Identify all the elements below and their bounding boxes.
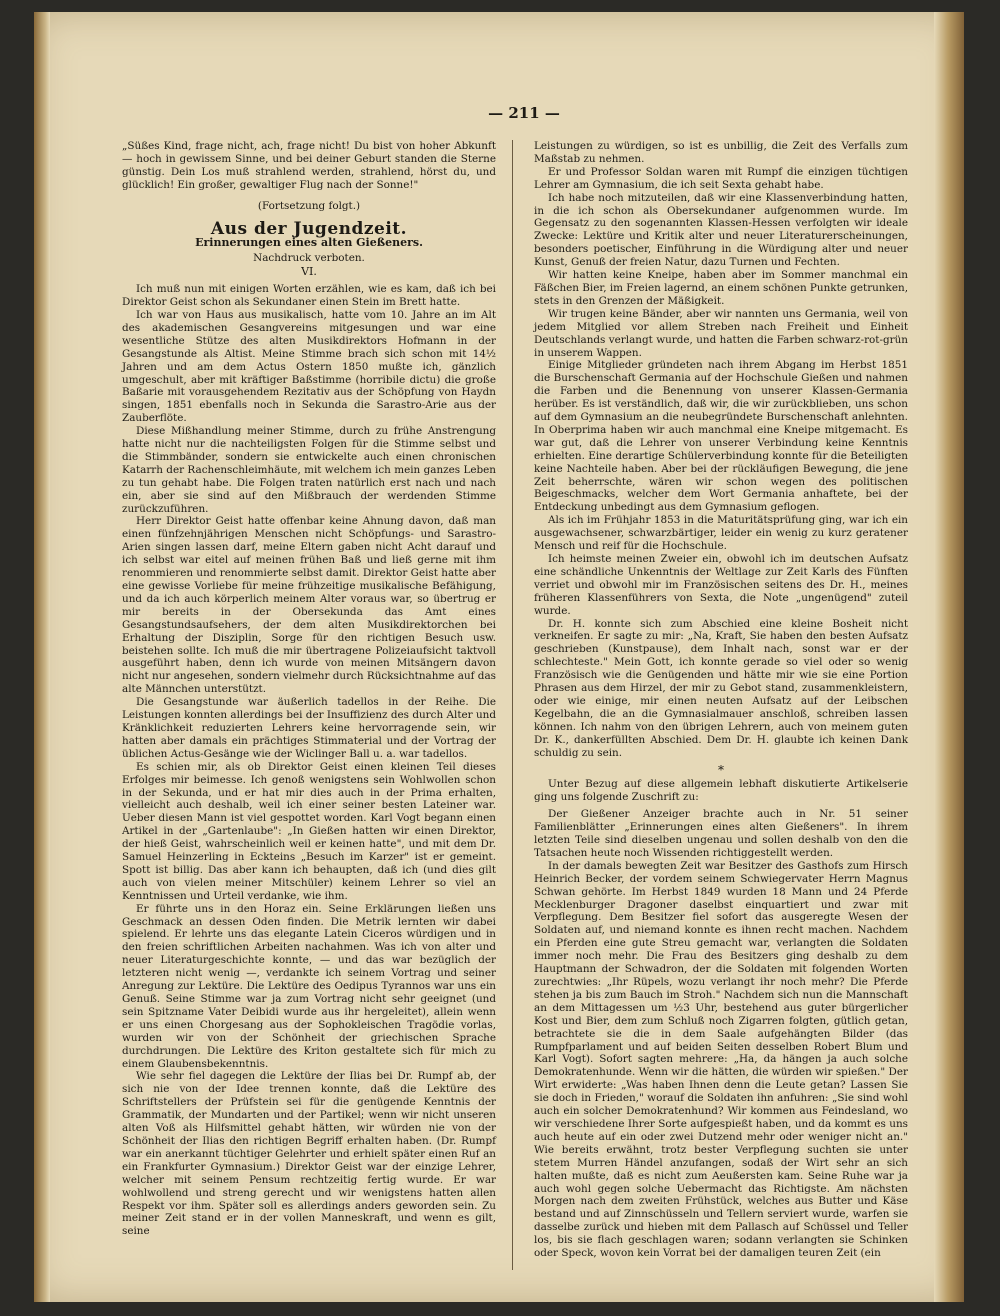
article-paragraph: Wir trugen keine Bänder, aber wir nannten uns Germania, weil von jedem Mitglied vor allem Streben nach Freiheit und Einheit Deutschlands verlangt wurde, und hatten die Farben schwarz-rot-grün in unserem Wappen. xyxy=(534,307,908,359)
letter-paragraph: In der damals bewegten Zeit war Besitzer des Gasthofs zum Hirsch Heinrich Becker, der vordem seinem Schwiegervater Herrn Magnus Schwan gehörte. Im Herbst 1849 wurden 18 Mann und 24 Pferde Mecklenburger Dragoner daselbst einquartiert und zwar mit Verpflegung. Dem Besitzer fiel sofort das ausgeregte Wesen der Soldaten auf, und niemand konnte es ihnen recht machen. Nachdem ein Pferden eine gute Streu gemacht war, verlangten die Soldaten immer noch mehr. Die Frau des Besitzers ging deshalb zu dem Hauptmann der Schwadron, der die Soldaten mit folgenden Worten zurechtwies: „Ihr Rüpels, wozu verlangt ihr noch mehr? Die Pferde stehen ja bis zum Bauch im Stroh." Nachdem sich nun die Mannschaft an dem Mittagessen um ½3 Uhr, bestehend aus guter bürgerlicher Kost und Bier, dem zum Schluß noch Zigarren folgten, gütlich getan, betrachtete sie die in dem Saale aufgehängten Bilder (das Rumpfparlament und auf beiden Seiten desselben Robert Blum und Karl Vogt). Sofort sagten mehrere: „Ha, da hängen ja auch solche Demokratenhunde. Wenn wir die hätten, die würden wir spießen." Der Wirt erwiderte: „Was haben Ihnen denn die Leute getan? Lassen Sie sie doch in Frieden," worauf die Soldaten ihn anfuhren: „Sie sind wohl auch ein solcher Demokratenhund? Wir kommen aus Feindesland, wo wir verschiedene Ihrer Sorte aufgespießt haben, und da kommt es uns auch heute auf ein oder zwei Dutzend mehr oder weniger nicht an." Wie bereits erwähnt, trotz bester Verpflegung suchten sie unter stetem Murren Händel anzufangen, sodaß der Wirt sehr an sich halten mußte, daß es nicht zum Aeußersten kam. Seine Ruhe war ja auch wohl gegen solche Uebermacht das Richtigste. Am nächsten Morgen nach dem zweiten Frühstück, welches aus Butter und Käse bestand und auf Zinnschüsseln und Tellern serviert wurde, warfen sie dasselbe zurück und hieben mit dem Pallasch auf Schüssel und Teller los, bis sie flach geschlagen waren; sodann verlangten sie Schinken oder Speck, wovon kein Vorrat bei der damaligen teuren Zeit (ein xyxy=(534,859,908,1260)
article-paragraph: Ich muß nun mit einigen Worten erzählen, wie es kam, daß ich bei Direktor Geist schon als Sekundaner einen Stein im Brett hatte. xyxy=(122,283,496,309)
article-paragraph: Als ich im Frühjahr 1853 in die Maturitätsprüfung ging, war ich ein ausgewachsener, schwarzbärtiger, leider ein wenig zu kurz geratener Mensch und reif für die Hochschule. xyxy=(534,514,908,553)
article-paragraph: Leistungen zu würdigen, so ist es unbillig, die Zeit des Verfalls zum Maßstab zu nehmen. xyxy=(534,140,908,165)
right-column xyxy=(534,140,908,1260)
article-paragraph: Wir hatten keine Kneipe, haben aber im Sommer manchmal ein Fäßchen Bier, im Freien lagernd, an einem schönen Punkte getrunken, stets in den Grenzen der Mäßigkeit. xyxy=(534,269,909,307)
continued-notice: (Fortsetzung folgt.) xyxy=(257,199,361,212)
book-spine-shadow xyxy=(34,12,50,1302)
letter-paragraph: Der Gießener Anzeiger brachte auch in Nr. 51 seiner Familienblätter „Erinnerungen eines alten Gießeners". In ihrem letzten Teile sind dieselben ungenau und sollen deshalb von den die Tatsachen heute noch Wissenden richtiggestellt werden. xyxy=(534,808,908,859)
section-separator: * xyxy=(718,762,724,777)
story-ending-paragraph: „Süßes Kind, frage nicht, ach, frage nicht! Du bist von hoher Abkunft — hoch in gewissem Sinne, und bei deiner Geburt standen die Sterne günstig. Dein Los muß strahlend werden, strahlend, hörst du, und glücklich! Ein großer, gewaltiger Flug nach der Sonne!" xyxy=(122,140,496,191)
article-paragraph: Es schien mir, als ob Direktor Geist einen kleinen Teil dieses Erfolges mir beimesse. Ich genoß wenigstens sein Wohlwollen schon in der Sekunda, und er hat mir dies auch in der Prima erhalten, vielleicht auch deshalb, weil ich einer seiner besten Lateiner war. Ueber diesen Mann ist viel gespottet worden. Karl Vogt begann einen Artikel in der „Gartenlaube": „In Gießen hatten wir einen Direktor, der hieß Geist, wahrscheinlich weil er keinen hatte", und mit dem Dr. Samuel Heinzerling in Eckteins „Besuch im Karzer" ist er gemeint. Spott ist billig. Das aber kann ich behaupten, daß ich (und dies gilt auch von vielen meiner Mitschüler) keinem Lehrer so viel an Kenntnissen und Urteil verdanke, wie ihm. xyxy=(122,760,496,902)
left-column xyxy=(122,140,496,1238)
lead-in-paragraph: Unter Bezug auf diese allgemein lebhaft diskutierte Artikelserie ging uns folgende Zuschrift zu: xyxy=(534,778,908,804)
article-paragraph: Herr Direktor Geist hatte offenbar keine Ahnung davon, daß man einen fünfzehnjährigen Menschen nicht Schöpfungs- und Sarastro-Arien singen lassen darf, meine Eltern gaben nicht Acht darauf und ich selbst war eitel auf meinen frühen Baß und ließ gerne mit ihm renommieren und renommierte selbst damit. Direktor Geist hatte aber eine gewisse Vorliebe für meine frühzeitige musikalische Befähigung, und da ich auch körperlich meinem Alter voraus war, so übertrug er mir bereits in der Obersekunda das Amt eines Gesangstundsaufsehers, der dem alten Musikdirektorchen bei Erhaltung der Disziplin, Sorge für den richtigen Besuch usw. beistehen sollte. Ich muß die mir übertragene Polizeiaufsicht taktvoll ausgeführt haben, denn ich wurde von meinen Mitsängern davon nicht nur angesehen, sondern vielmehr durch Rücksichtnahme auf das alte Männchen unterstützt. xyxy=(122,515,496,696)
article-paragraph: Einige Mitglieder gründeten nach ihrem Abgang im Herbst 1851 die Burschenschaft Germania auf der Hochschule Gießen und nahmen die Farben und die Benennung von unserer Klassen-Germania herüber. Es ist verständlich, daß wir, die wir zurückblieben, uns schon auf dem Gymnasium an die neubegründete Burschenschaft anlehnten. In Oberprima haben wir auch manchmal eine Kneipe mitgemacht. Es war gut, daß die Lehrer von unserer Verbindung keine Kenntnis erhielten. Eine derartige Schülerverbindung konnte für die Beteiligten keine Nachteile haben. Aber bei der rückläufigen Bewegung, die jene Zeit beherrschte, wären wir schon wegen des politischen Beigeschmacks, welcher dem Wort Germania anhaftete, bei der Entdeckung unbedingt aus dem Gymnasium geflogen. xyxy=(534,359,908,514)
article-paragraph: Ich war von Haus aus musikalisch, hatte vom 10. Jahre an im Alt des akademischen Gesangvereins mitgesungen und war eine wesentliche Stütze des alten Musikdirektors Hofmann in der Gesangstunde als Altist. Meine Stimme brach sich schon mit 14½ Jahren und am dem Actus Ostern 1850 mußte ich, gänzlich umgeschult, aber mit kräftiger Baßstimme (horribile dictu) die große Baßarie mit vorausgehendem Rezitativ aus der Schöpfung von Haydn singen, 1851 ebenfalls noch in Sekunda die Sarastro-Arie aus der Zauberflöte. xyxy=(122,308,496,425)
article-paragraph: Diese Mißhandlung meiner Stimme, durch zu frühe Anstrengung hatte nicht nur die nachteiligsten Folgen für die Stimme selbst und die Stimmbänder, sondern sie entwickelte auch einen chronischen Katarrh der Rachenschleimhäute, mit welchem ich mein ganzes Leben zu tun gehabt habe. Die Folgen traten natürlich erst nach und nach ein, aber sie sind auf den Mißbrauch der werdenden Stimme zurückzuführen. xyxy=(122,425,496,515)
article-paragraph: Wie sehr fiel dagegen die Lektüre der Ilias bei Dr. Rumpf ab, der sich nie von der Idee trennen konnte, daß die Lektüre des Schriftstellers der Prüfstein sei für die genügende Kenntnis der Grammatik, der Mundarten und der Partikel; wenn wir nicht unseren alten Voß als Hilfsmittel gehabt hätten, wir würden nie von der Schönheit der Ilias den richtigen Begriff erhalten haben. (Dr. Rumpf war ein anerkannt tüchtiger Gelehrter und erhielt später einen Ruf an ein Frankfurter Gymnasium.) Direktor Geist war der einzige Lehrer, welcher mit seinem Pensum rechtzeitig fertig wurde. Er war wohlwollend und streng gerecht und wir wenigstens hatten allen Respekt vor ihm. Später soll es allerdings anders geworden sein. Zu meiner Zeit stand er in der vollen Manneskraft, und wenn es gilt, seine xyxy=(122,1070,496,1238)
article-paragraph: Er führte uns in den Horaz ein. Seine Erklärungen ließen uns Geschmack an dessen Oden finden. Die Metrik lernten wir dabei spielend. Er lehrte uns das elegante Latein Ciceros würdigen und in den freien schriftlichen Arbeiten nachahmen. Was ich von alter und neuer Literaturgeschichte konnte, — und das war bezüglich der letzteren nicht wenig —, verdankte ich seinem Vortrag und seiner Anregung zur Lektüre. Die Lektüre des Oedipus Tyrannos war uns ein Genuß. Seine Stimme war ja zum Vortrag nicht sehr geeignet (und sein Spitzname Vater Deibidi wurde aus ihr hergeleitet), allein wenn er uns einen Chorgesang aus der Sophokleischen Tragödie vorlas, wurden wir von der Schönheit der griechischen Sprache durchdrungen. Die Lektüre des Kriton gestaltete sich für mich zu einem Glaubensbekenntnis. xyxy=(122,902,496,1070)
part-number: VI. xyxy=(301,265,317,279)
article-paragraph: Dr. H. konnte sich zum Abschied eine kleine Bosheit nicht verkneifen. Er sagte zu mir: „Na, Kraft, Sie haben den besten Aufsatz geschrieben (Kunstpause), dem Inhalt nach, sonst war er der schlechteste." Mein Gott, ich konnte gerade so viel oder so wenig Französisch wie die Genügenden und hätte mir wie sie eine Portion Phrasen aus dem Hirzel, der mir zu Gebot stand, zusammenkleistern, oder wie einige, mir einen neuten Aufsatz auf der Leibschen Kegelbahn, die an die Gymnasialmauer anschloß, schreiben lassen können. Ich nahm von den übrigen Lehrern, auch von meinem guten Dr. K., dankerfüllten Abschied. Dem Dr. H. glaubte ich keinen Dank schuldig zu sein. xyxy=(534,617,908,759)
article-paragraph: Die Gesangstunde war äußerlich tadellos in der Reihe. Die Leistungen konnten allerdings bei der Insuffizienz des durch Alter und Kränklichkeit reduzierten Lehrers keine hervorragende sein, wir hatten aber damals ein prächtiges Stimmaterial und der Vortrag der üblichen Actus-Gesänge wie der Wiclinger Ball u. a. war tadellos. xyxy=(122,696,496,760)
page-edge xyxy=(934,12,964,1302)
article-paragraph: Ich heimste meinen Zweier ein, obwohl ich im deutschen Aufsatz eine schändliche Unkenntnis der Weltlage zur Zeit Karls des Fünften verriet und obwohl mir im Französischen seitens des Dr. H., meines früheren Klassenführers von Sexta, die Note „ungenügend" zuteil wurde. xyxy=(534,553,908,617)
article-subtitle: Erinnerungen eines alten Gießeners. xyxy=(195,236,423,250)
column-divider xyxy=(512,140,513,1270)
article-title: Aus der Jugendzeit. xyxy=(210,218,408,239)
article-paragraph: Ich habe noch mitzuteilen, daß wir eine Klassenverbindung hatten, in die ich schon als Obersekundaner aufgenommen wurde. Im Gegensatz zu den sogenannten Klassen-Hessen verfolgten wir ideale Zwecke: Lektüre und Kritik alter und neuer Literaturerscheinungen, besonders poetischer, Einführung in die Würdigung alter und neuer Kunst, Genuß der freien Natur, dazu Turnen und Fechten. xyxy=(534,191,908,269)
newspaper-page xyxy=(34,12,964,1302)
page-number: — 211 — xyxy=(488,104,560,122)
reprint-notice: Nachdruck verboten. xyxy=(253,252,365,265)
article-paragraph: Er und Professor Soldan waren mit Rumpf die einzigen tüchtigen Lehrer am Gymnasium, die ich seit Sexta gehabt habe. xyxy=(534,165,908,191)
